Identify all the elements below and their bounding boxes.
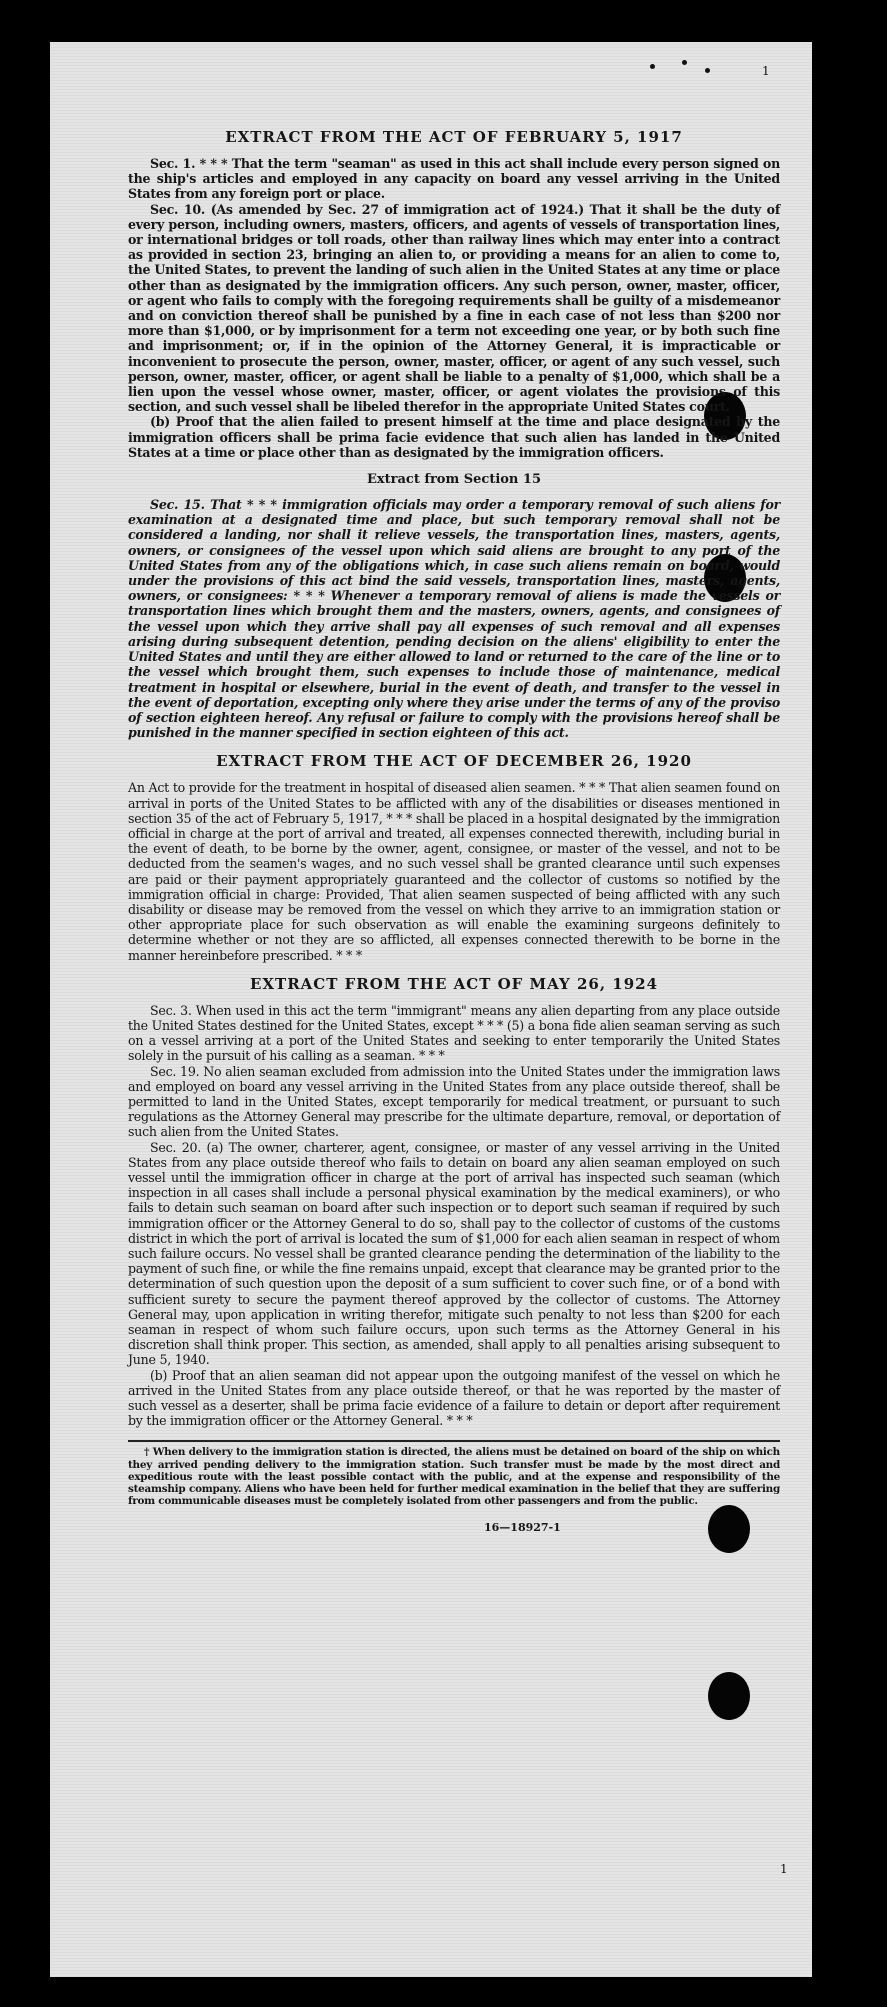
section-heading: EXTRACT FROM THE ACT OF DECEMBER 26, 1920 bbox=[216, 752, 692, 771]
paragraph: Sec. 19. No alien seaman excluded from admission into the United States under the immigration laws and employed on board any vessel arriving in the United States from any place outside thereof, shall be permitted to land in the United States, except temporarily for medical treatment, or pursuant to such regulations as the Attorney General may prescribe for the ultimate departure, removal, or deportation of such alien from the United States. bbox=[128, 1063, 780, 1140]
paragraph: Sec. 3. When used in this act the term "immigrant" means any alien departing from any place outside the United States destined for the United States, except * * * (5) a bona fide alien seaman serving as such on a vessel arriving at a port of the United States and seeking to enter temporarily the United States solely in the pursuit of his calling as a seaman. * * * bbox=[128, 1002, 780, 1064]
form-number: 16—18927-1 bbox=[484, 1521, 561, 1535]
page-speck bbox=[682, 60, 687, 65]
footnote bbox=[128, 1440, 780, 1507]
paragraph: An Act to provide for the treatment in hospital of diseased alien seamen. * * * That alien seamen found on arrival in ports of the United States to be afflicted with any of the disabilities or diseases mentioned in section 35 of the act of February 5, 1917, * * * shall be placed in a hospital designated by the immigration official in charge at the port of arrival and treated, all expenses connected therewith, including burial in the event of death, to be borne by the owner, agent, consignee, or master of the vessel, and not to be deducted from the seamen's wages, and no such vessel shall be granted clearance until such expenses are paid or their payment appropriately guaranteed and the collector of customs so notified by the immigration official in charge: Provided, That alien seamen suspected of being afflicted with any such disability or disease may be removed from the vessel on which they arrive to an immigration station or other appropriate place for such observation as will enable the examining surgeons definitely to determine whether or not they are so afflicted, all expenses connected therewith to be borne in the manner hereinbefore prescribed. * * * bbox=[128, 780, 780, 963]
punch-hole bbox=[708, 1672, 750, 1720]
paragraph: Sec. 15. That * * * immigration officials may order a temporary removal of such aliens for examination at a designated time and place, but such temporary removal shall not be considered a landing, nor shall it relieve vessels, the transportation lines, masters, agents, owners, or consignees of the vessel upon which said aliens are brought to any port of the United States from any of the obligations which, in case such aliens remain on board, would under the provisions of this act bind the said vessels, transportation lines, masters, agents, owners, or consignees: * * * Whenever a temporary removal of aliens is made the vessels or transportation lines which brought them and the masters, owners, agents, and consignees of the vessel upon which they arrive shall pay all expenses of such removal and all expenses arising during subsequent detention, pending decision on the aliens' eligibility to enter the United States and until they are either allowed to land or returned to the care of the line or to the vessel which brought them, such expenses to include those of maintenance, medical treatment in hospital or elsewhere, burial in the event of death, and transfer to the vessel in the event of deportation, excepting only where they arise under the terms of any of the proviso of section eighteen hereof. Any refusal or failure to comply with the provisions hereof shall be punished in the manner specified in section eighteen of this act. bbox=[128, 497, 780, 741]
page-mark-top-right: 1 bbox=[762, 64, 770, 78]
page-mark-right-edge: 1 bbox=[780, 1862, 788, 1876]
section-act-1917 bbox=[128, 128, 780, 460]
section-act-1924 bbox=[128, 975, 780, 1429]
paragraph: Sec. 1. * * * That the term "seaman" as used in this act shall include every person signed on the ship's articles and employed in any capacity on board any vessel arriving in the United States from any foreign port or place. bbox=[128, 156, 780, 202]
section-heading: EXTRACT FROM THE ACT OF MAY 26, 1924 bbox=[249, 974, 659, 993]
footnote-text: † When delivery to the immigration station is directed, the aliens must be detained on board of the ship on which they arrived pending delivery to the immigration station. Such transfer must be made by the most direct and expeditious route with the least possible contact with the public, and at the expense and responsibility of the steamship company. Aliens who have been held for further medical examination in the belief that they are suffering from communicable diseases must be completely isolated from other passengers and from the public. bbox=[128, 1446, 780, 1508]
document-body bbox=[128, 128, 780, 1534]
page-speck bbox=[705, 68, 710, 73]
paragraph: (b) Proof that the alien failed to present himself at the time and place designated by the immigration officers shall be prima facie evidence that such alien has landed in the United States at a time or place other than as designated by the immigration officers. bbox=[128, 414, 780, 460]
paragraph: Sec. 20. (a) The owner, charterer, agent, consignee, or master of any vessel arriving in the United States from any place outside thereof who fails to detain on board any alien seaman employed on such vessel until the immigration officer in charge at the port of arrival has inspected such seaman (which inspection in all cases shall include a personal physical examination by the medical examiners), or who fails to detain such seaman on board after such inspection or to deport such seaman if required by such immigration officer or the Attorney General to do so, shall pay to the collector of customs of the customs district in which the port of arrival is located the sum of $1,000 for each alien seaman in respect of whom such failure occurs. No vessel shall be granted clearance pending the determination of the liability to the payment of such fine, or while the fine remains unpaid, except that clearance may be granted prior to the determination of such question upon the deposit of a sum sufficient to cover such fine, or of a bond with sufficient surety to secure the payment thereof approved by the collector of customs. The Attorney General may, upon application in writing therefor, mitigate such penalty to not less than $200 for each seaman in respect of whom such failure occurs, upon such terms as the Attorney General in his discretion shall think proper. This section, as amended, shall apply to all penalties arising subsequent to June 5, 1940. bbox=[128, 1139, 780, 1368]
paragraph: (b) Proof that an alien seaman did not appear upon the outgoing manifest of the vessel on which he arrived in the United States from any place outside thereof, or that he was reported by the master of such vessel as a deserter, shall be prima facie evidence of a failure to detain or deport after requirement by the immigration officer or the Attorney General. * * * bbox=[128, 1367, 780, 1429]
section-heading: EXTRACT FROM THE ACT OF FEBRUARY 5, 1917 bbox=[225, 128, 683, 146]
document-page bbox=[50, 42, 812, 1977]
section-heading: Extract from Section 15 bbox=[366, 472, 542, 488]
page-speck bbox=[650, 64, 655, 69]
paragraph: Sec. 10. (As amended by Sec. 27 of immigration act of 1924.) That it shall be the duty of every person, including owners, masters, officers, and agents of vessels of transportation lines, or international bridges or toll roads, other than railway lines which may enter into a contract as provided in section 23, bringing an alien to, or providing a means for an alien to come to, the United States, to prevent the landing of such alien in the United States at any time or place other than as designated by the immigration officers. Any such person, owner, master, officer, or agent who fails to comply with the foregoing requirements shall be guilty of a misdemeanor and on conviction thereof shall be punished by a fine in each case of not less than $200 nor more than $1,000, or by imprisonment for a term not exceeding one year, or by both such fine and imprisonment; or, if in the opinion of the Attorney General, it is impracticable or inconvenient to prosecute the person, owner, master, officer, or agent of any such vessel, such person, owner, master, officer, or agent shall be liable to a penalty of $1,000, which shall be a lien upon the vessel whose owner, master, officer, or agent violates the provisions of this section, and such vessel shall be libeled therefor in the appropriate United States court. bbox=[128, 201, 780, 415]
section-extract-15 bbox=[128, 472, 780, 740]
section-act-1920 bbox=[128, 752, 780, 962]
